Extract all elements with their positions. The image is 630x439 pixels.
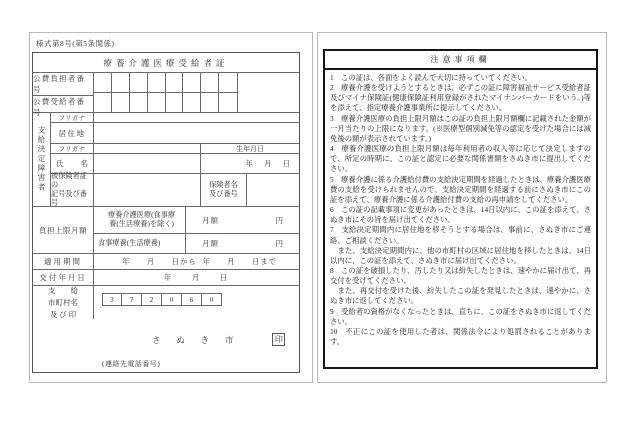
note-item: また、支給決定期間内に、他の市町村の区域に居住地を移したときは、14日以内に、この証を添えて、さぬき市に届け出てください。 (330, 245, 591, 265)
recipient-number-cell (166, 93, 184, 112)
note-item: 8 この証を破損したり、汚したり又は紛失したときは、速やかに届け出て、再交付を受けてください。 (330, 265, 591, 286)
note-item: 7 支給決定期間内に居住地を移そうとする場合は、事前に、さぬき市にご連絡、ご相談ください。 (330, 225, 591, 245)
note-item: 6 この証の記載事項に変更があったときは、14日以内に、この証を添えて、さぬき市にその旨を届け出てください。 (330, 205, 591, 225)
note-item: 1 この証は、各面をよく読んで大切に持っていてください。 (330, 73, 532, 82)
note-item: 2 療養介護を受けようとするときは、必ずこの証に障害福祉サービス受給者証及びマイナ保険証(健康保険証利用登録がされたマイナンバーカードをいう。)等を添えて、指定療養介護事業所に提示してください。 (330, 83, 591, 113)
city-code-digit: 7 (122, 293, 142, 306)
city-code-digit: 0 (202, 293, 222, 306)
issue-date-row (33, 270, 299, 286)
contact-phone-label: (連絡先電話番号) (102, 360, 161, 368)
municipality-label: 支 給 市町村名 及 び 印 (33, 286, 94, 319)
recipient-number-cell (130, 93, 148, 112)
recipient-number-cell (201, 93, 219, 112)
copay-meal-label: 食事療養(生活療養) (94, 234, 186, 253)
payer-number-cells (94, 73, 237, 93)
furigana-value-2 (94, 144, 201, 153)
notes-box (323, 49, 598, 369)
certificate-page (29, 32, 313, 383)
period-to: 年 月 日まで (202, 256, 277, 266)
recipient-number-cells (94, 93, 237, 112)
city-code-digit: 0 (162, 293, 182, 306)
note-item: 5 療養介護に係る介護給付費の支給決定期間を経過したときは、療養介護医療費の支給を受けられませんので、支給決定期間を経過する前にさぬき市にこの証を添えて、療養介護に係る介護給付費の支給の再申請をしてください。 (330, 174, 591, 204)
public-expense-number-block (33, 73, 299, 117)
copay-medical-label: 療養介護医療(食事療 養(生活療養)を除く) (94, 207, 186, 233)
grantee-section (33, 113, 299, 207)
insured-card-label: 被保険者証の 記号及び番号 (51, 174, 94, 206)
monthly-label: 月額 (202, 239, 219, 248)
furigana-label: フリガナ (51, 113, 94, 122)
insurer-label: 保険者名 及び番号 (201, 174, 247, 206)
recipient-number-cell (148, 93, 166, 112)
payer-number-cell (201, 73, 219, 92)
furigana-row-2 (51, 144, 299, 154)
payer-number-label: 公費負担者番号 (33, 73, 93, 96)
period-value (94, 254, 299, 269)
certificate-title: 療養介護医療受給者証 (103, 57, 229, 68)
copay-medical-amount (186, 207, 299, 233)
notes-body (325, 70, 596, 367)
furigana-value-1 (94, 113, 299, 122)
note-item: また、再交付を受けた後、紛失したこの証を発見したときは、速やかに、さぬき市に返してください。 (330, 286, 591, 306)
recipient-number-cell (183, 93, 201, 112)
form-number-label: 様式第8号(第5条関係) (36, 39, 115, 48)
copay-limit-label: 負担上限月額 (33, 207, 94, 253)
recipient-number-cell (94, 93, 112, 112)
note-item: 9 受給者の資格がなくなったときは、直ちに、この証をさぬき市に返してください。 (330, 306, 591, 326)
city-code-cells (102, 293, 222, 306)
residence-row (51, 123, 299, 144)
note-item: 3 療養介護医療の負担上限月額はこの証の負担上限月額欄に記載された金額が一月当たりの上限になります。(※医療型個別減免等の認定を受けた場合には減免後の額が表示されています。) (330, 113, 591, 143)
seal-mark: 印 (272, 333, 285, 346)
name-label: 氏 名 (51, 154, 94, 173)
city-code-digit: 6 (182, 293, 202, 306)
title-row (33, 53, 299, 73)
note-item: 4 療養介護医療の負担上限月額は毎年利用者の収入等に応じて決定しますので、所定の時期に、この証と認定に必要な関係書類をさぬき市に提出してください。 (330, 144, 591, 174)
birthdate-units: 年 月 日 (245, 158, 292, 168)
city-code-digit: 2 (142, 293, 162, 306)
insured-card-row (51, 174, 299, 206)
municipality-content (94, 286, 299, 368)
copay-limit-block (33, 207, 299, 254)
yen-label: 円 (275, 215, 283, 225)
issue-date-value: 年 月 日 (163, 272, 230, 282)
monthly-label: 月額 (202, 215, 219, 225)
period-from: 年 月 日から (122, 256, 197, 266)
insurer-value (247, 174, 299, 206)
city-code-digit: 3 (102, 293, 122, 306)
name-row (51, 154, 299, 174)
furigana-label: フリガナ (51, 144, 94, 153)
recipient-number-label: 公費受給者番号 (33, 97, 86, 117)
grantee-vertical-label: 支給決定障害者 (33, 113, 51, 206)
municipality-row (33, 286, 299, 368)
furigana-row-1 (51, 113, 299, 123)
recipient-number-cell (219, 93, 237, 112)
insured-card-value (94, 174, 201, 206)
payer-number-cell (183, 73, 201, 92)
copay-row-meal (94, 234, 299, 253)
recipient-number-cell (112, 93, 130, 112)
name-value (94, 154, 201, 173)
residence-value (94, 123, 299, 143)
copay-meal-amount (186, 234, 299, 253)
residence-label: 居住地 (51, 123, 94, 143)
note-item: 10 不正にこの証を使用した者は、関係法令により処罰されることがあります。 (330, 326, 591, 347)
notes-page (317, 32, 607, 383)
copay-row-medical (94, 207, 299, 234)
certificate-table (32, 52, 300, 373)
number-merged-cell (238, 73, 299, 112)
period-row (33, 254, 299, 270)
payer-number-cell (219, 73, 237, 92)
payer-number-cell (166, 73, 184, 92)
birthdate-header: 生年月日 (236, 144, 264, 153)
payer-number-cell (94, 73, 112, 92)
notes-header: 注意事項欄 (325, 51, 596, 70)
payer-number-cell (130, 73, 148, 92)
payer-number-cell (112, 73, 130, 92)
yen-label: 円 (275, 239, 283, 248)
period-label: 適用期間 (33, 254, 94, 269)
city-name: さ ぬ き 市 (152, 335, 241, 345)
payer-number-cell (148, 73, 166, 92)
issue-date-label: 交付年月日 (33, 270, 94, 285)
